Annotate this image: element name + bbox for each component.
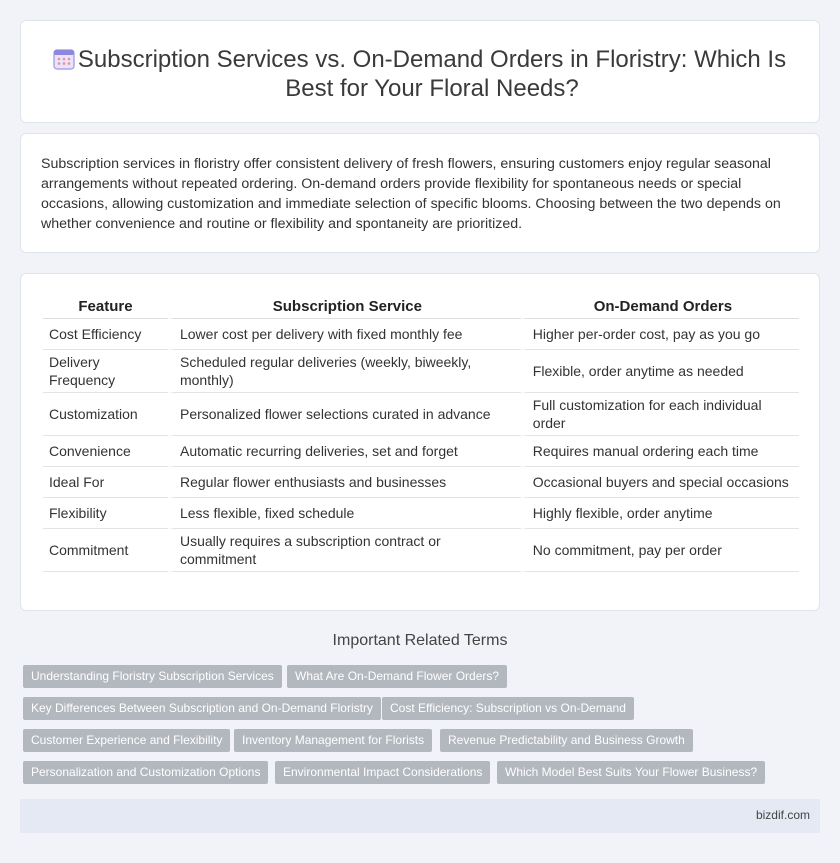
feature-cell: Customization [43, 393, 168, 436]
subscription-cell: Automatic recurring deliveries, set and forget [168, 436, 521, 467]
table-row [43, 350, 799, 393]
feature-cell: Cost Efficiency [43, 319, 168, 350]
subscription-cell: Regular flower enthusiasts and businesses [168, 467, 521, 498]
table-header-row [43, 296, 799, 319]
feature-cell: Commitment [43, 529, 168, 572]
page-title: Subscription Services vs. On-Demand Orders in Floristry: Which Is Best for Your Floral Needs? [77, 46, 787, 102]
on-demand-cell: Highly flexible, order anytime [521, 498, 799, 529]
feature-cell: Ideal For [43, 467, 168, 498]
header-on-demand: On-Demand Orders [521, 296, 799, 319]
footer [20, 799, 820, 833]
related-tag[interactable]: What Are On-Demand Flower Orders? [287, 665, 507, 688]
feature-cell: Delivery Frequency [43, 350, 168, 393]
comparison-table [43, 296, 799, 572]
feature-cell: Flexibility [43, 498, 168, 529]
related-tag[interactable]: Inventory Management for Florists [234, 729, 432, 752]
table-row [43, 393, 799, 436]
on-demand-cell: Occasional buyers and special occasions [521, 467, 799, 498]
table-row [43, 319, 799, 350]
subscription-cell: Scheduled regular deliveries (weekly, biweekly, monthly) [168, 350, 521, 393]
related-tag[interactable]: Which Model Best Suits Your Flower Business? [497, 761, 765, 784]
subscription-cell: Less flexible, fixed schedule [168, 498, 521, 529]
comparison-table-card [20, 273, 820, 611]
related-tag[interactable]: Personalization and Customization Options [23, 761, 268, 784]
table-row [43, 529, 799, 572]
related-tag[interactable]: Cost Efficiency: Subscription vs On-Demand [382, 697, 634, 720]
summary-text: Subscription services in floristry offer consistent delivery of fresh flowers, ensuring customers enjoy regular seasonal arrangements without repeated ordering. On-demand orders provide flexibility for spontaneous needs or special occasions, allowing customization and immediate selection of specific blooms. Choosing between the two depends on whether convenience and routine or flexibility and spontaneity are prioritized. [41, 156, 781, 232]
table-row [43, 498, 799, 529]
subscription-cell: Lower cost per delivery with fixed monthly fee [168, 319, 521, 350]
summary-card [20, 133, 820, 253]
table-row [43, 467, 799, 498]
related-tag[interactable]: Customer Experience and Flexibility [23, 729, 230, 752]
related-tag[interactable]: Environmental Impact Considerations [275, 761, 490, 784]
on-demand-cell: Higher per-order cost, pay as you go [521, 319, 799, 350]
subscription-cell: Usually requires a subscription contract or commitment [168, 529, 521, 572]
header-feature: Feature [43, 296, 168, 319]
on-demand-cell: Requires manual ordering each time [521, 436, 799, 467]
subscription-cell: Personalized flower selections curated in advance [168, 393, 521, 436]
footer-brand[interactable]: bizdif.com [755, 808, 810, 822]
related-tag[interactable]: Understanding Floristry Subscription Services [23, 665, 282, 688]
table-row [43, 436, 799, 467]
related-tag[interactable]: Key Differences Between Subscription and On-Demand Floristry [23, 697, 381, 720]
feature-cell: Convenience [43, 436, 168, 467]
related-tag[interactable]: Revenue Predictability and Business Growth [440, 729, 693, 752]
header-card [20, 20, 820, 123]
on-demand-cell: No commitment, pay per order [521, 529, 799, 572]
header-subscription: Subscription Service [168, 296, 521, 319]
on-demand-cell: Flexible, order anytime as needed [521, 350, 799, 393]
related-terms-title: Important Related Terms [332, 632, 508, 649]
on-demand-cell: Full customization for each individual order [521, 393, 799, 436]
